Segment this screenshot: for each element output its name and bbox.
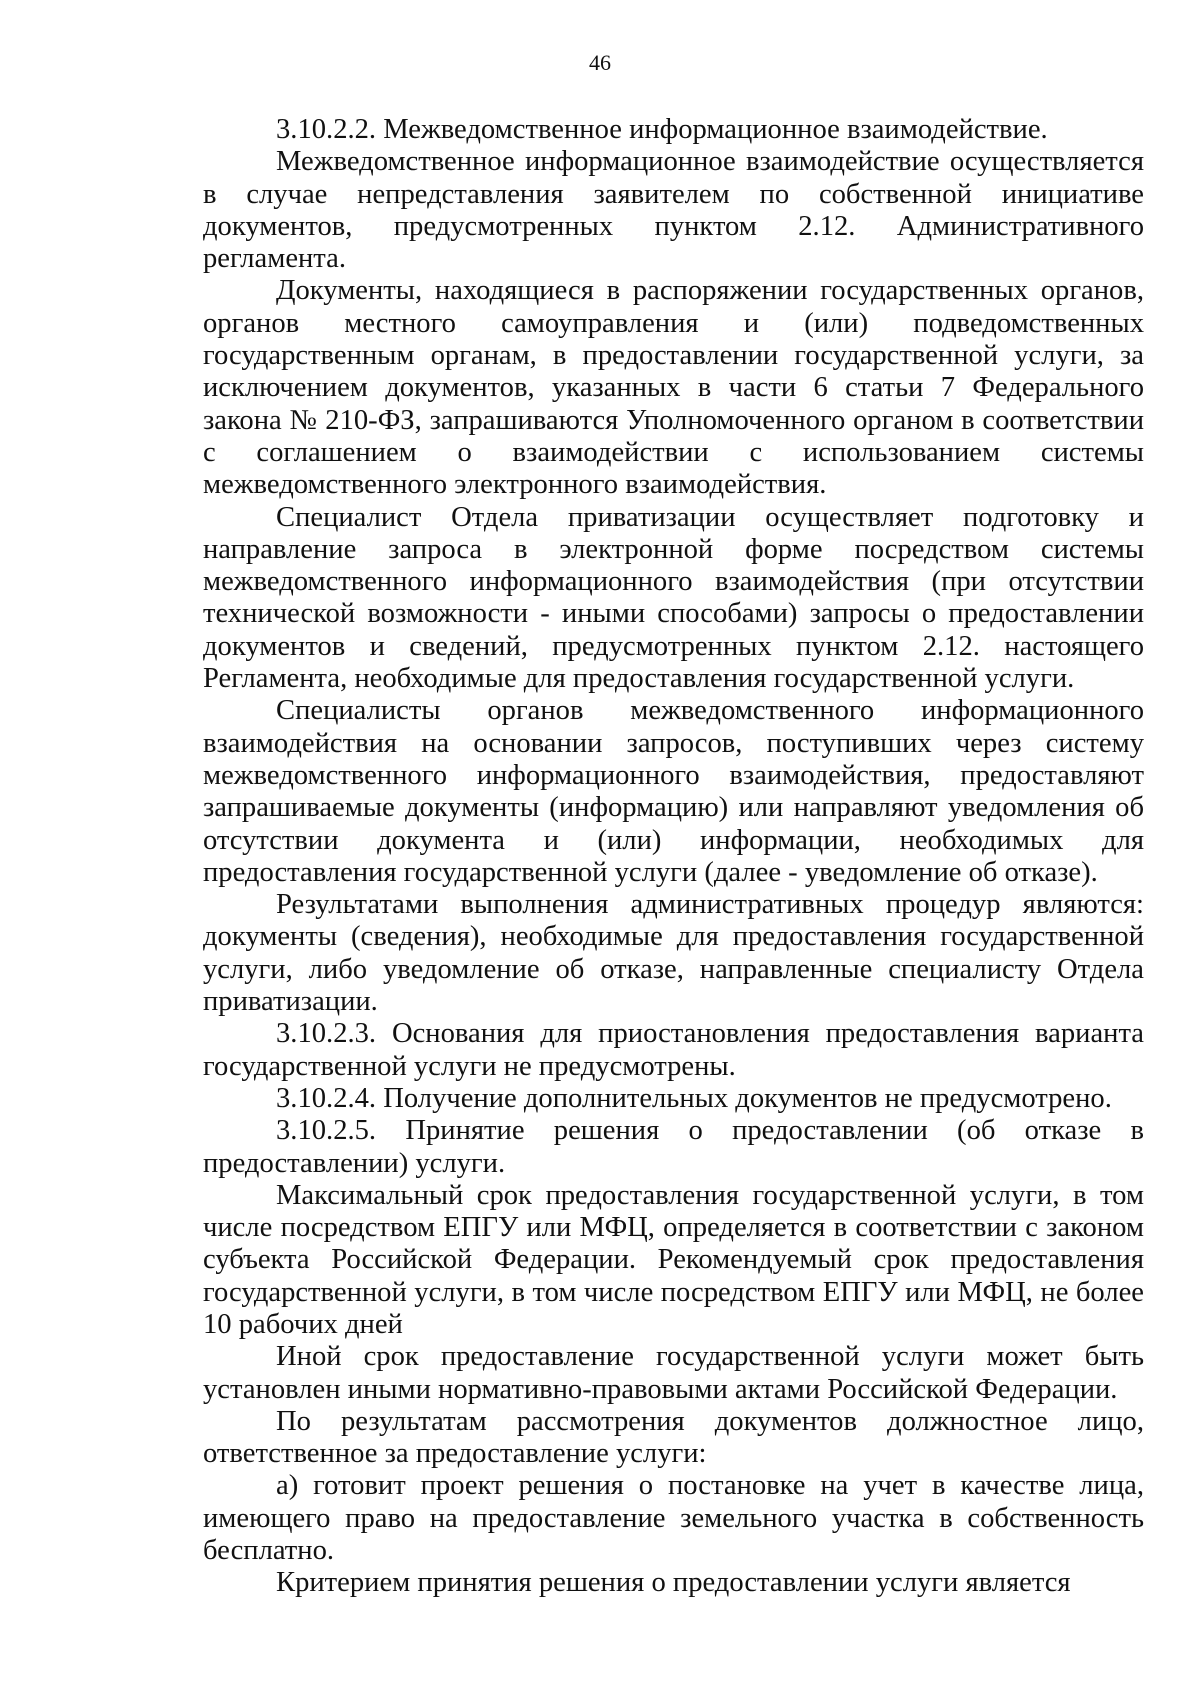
paragraph: Межведомственное информационное взаимодействие осуществляется в случае непредставления заявителем по собственной инициативе документов, предусмотренных пунктом 2.12. Административного регламента. bbox=[203, 146, 1144, 275]
paragraph: Результатами выполнения административных процедур являются: документы (сведения), необходимые для предоставления государственной услуги, либо уведомление об отказе, направленные специалисту Отдела приватизации. bbox=[203, 889, 1144, 1018]
paragraph-section-3-10-2-5: 3.10.2.5. Принятие решения о предоставлении (об отказе в предоставлении) услуги. bbox=[203, 1115, 1144, 1179]
paragraph-section-3-10-2-3: 3.10.2.3. Основания для приостановления предоставления варианта государственной услуги не предусмотрены. bbox=[203, 1018, 1144, 1082]
paragraph-list-item-a: а) готовит проект решения о постановке на учет в качестве лица, имеющего право на предоставление земельного участка в собственность бесплатно. bbox=[203, 1470, 1144, 1567]
paragraph: Максимальный срок предоставления государственной услуги, в том числе посредством ЕПГУ или МФЦ, определяется в соответствии с законом субъекта Российской Федерации. Рекомендуемый срок предоставления государственной услуги, в том числе посредством ЕПГУ или МФЦ, не более 10 рабочих дней bbox=[203, 1179, 1144, 1340]
page-number: 46 bbox=[589, 50, 611, 75]
paragraph-section-3-10-2-2: 3.10.2.2. Межведомственное информационное взаимодействие. bbox=[276, 114, 1048, 145]
paragraph: Специалисты органов межведомственного информационного взаимодействия на основании запросов, поступивших через систему межведомственного информационного взаимодействия, предоставляют запрашиваемые документы (информацию) или направляют уведомления об отсутствии документа и (или) информации, необходимых для предоставления государственной услуги (далее - уведомление об отказе). bbox=[203, 695, 1144, 888]
paragraph-section-3-10-2-4: 3.10.2.4. Получение дополнительных документов не предусмотрено. bbox=[276, 1082, 1112, 1114]
document-body bbox=[203, 114, 1144, 1600]
paragraph: Иной срок предоставление государственной услуги может быть установлен иными нормативно-правовыми актами Российской Федерации. bbox=[203, 1341, 1144, 1405]
paragraph: Специалист Отдела приватизации осуществляет подготовку и направление запроса в электронной форме посредством системы межведомственного информационного взаимодействия (при отсутствии технической возможности - иными способами) запросы о предоставлении документов и сведений, предусмотренных пунктом 2.12. настоящего Регламента, необходимые для предоставления государственной услуги. bbox=[203, 501, 1144, 695]
paragraph: По результатам рассмотрения документов должностное лицо, ответственное за предоставление услуги: bbox=[203, 1405, 1144, 1470]
paragraph: Документы, находящиеся в распоряжении государственных органов, органов местного самоуправления и (или) подведомственных государственным органам, в предоставлении государственной услуги, за исключением документов, указанных в части 6 статьи 7 Федерального закона № 210-ФЗ, запрашиваются Уполномоченного органом в соответствии с соглашением о взаимодействии с использованием системы межведомственного электронного взаимодействия. bbox=[203, 275, 1144, 501]
paragraph: Критерием принятия решения о предоставлении услуги является bbox=[276, 1567, 1071, 1599]
